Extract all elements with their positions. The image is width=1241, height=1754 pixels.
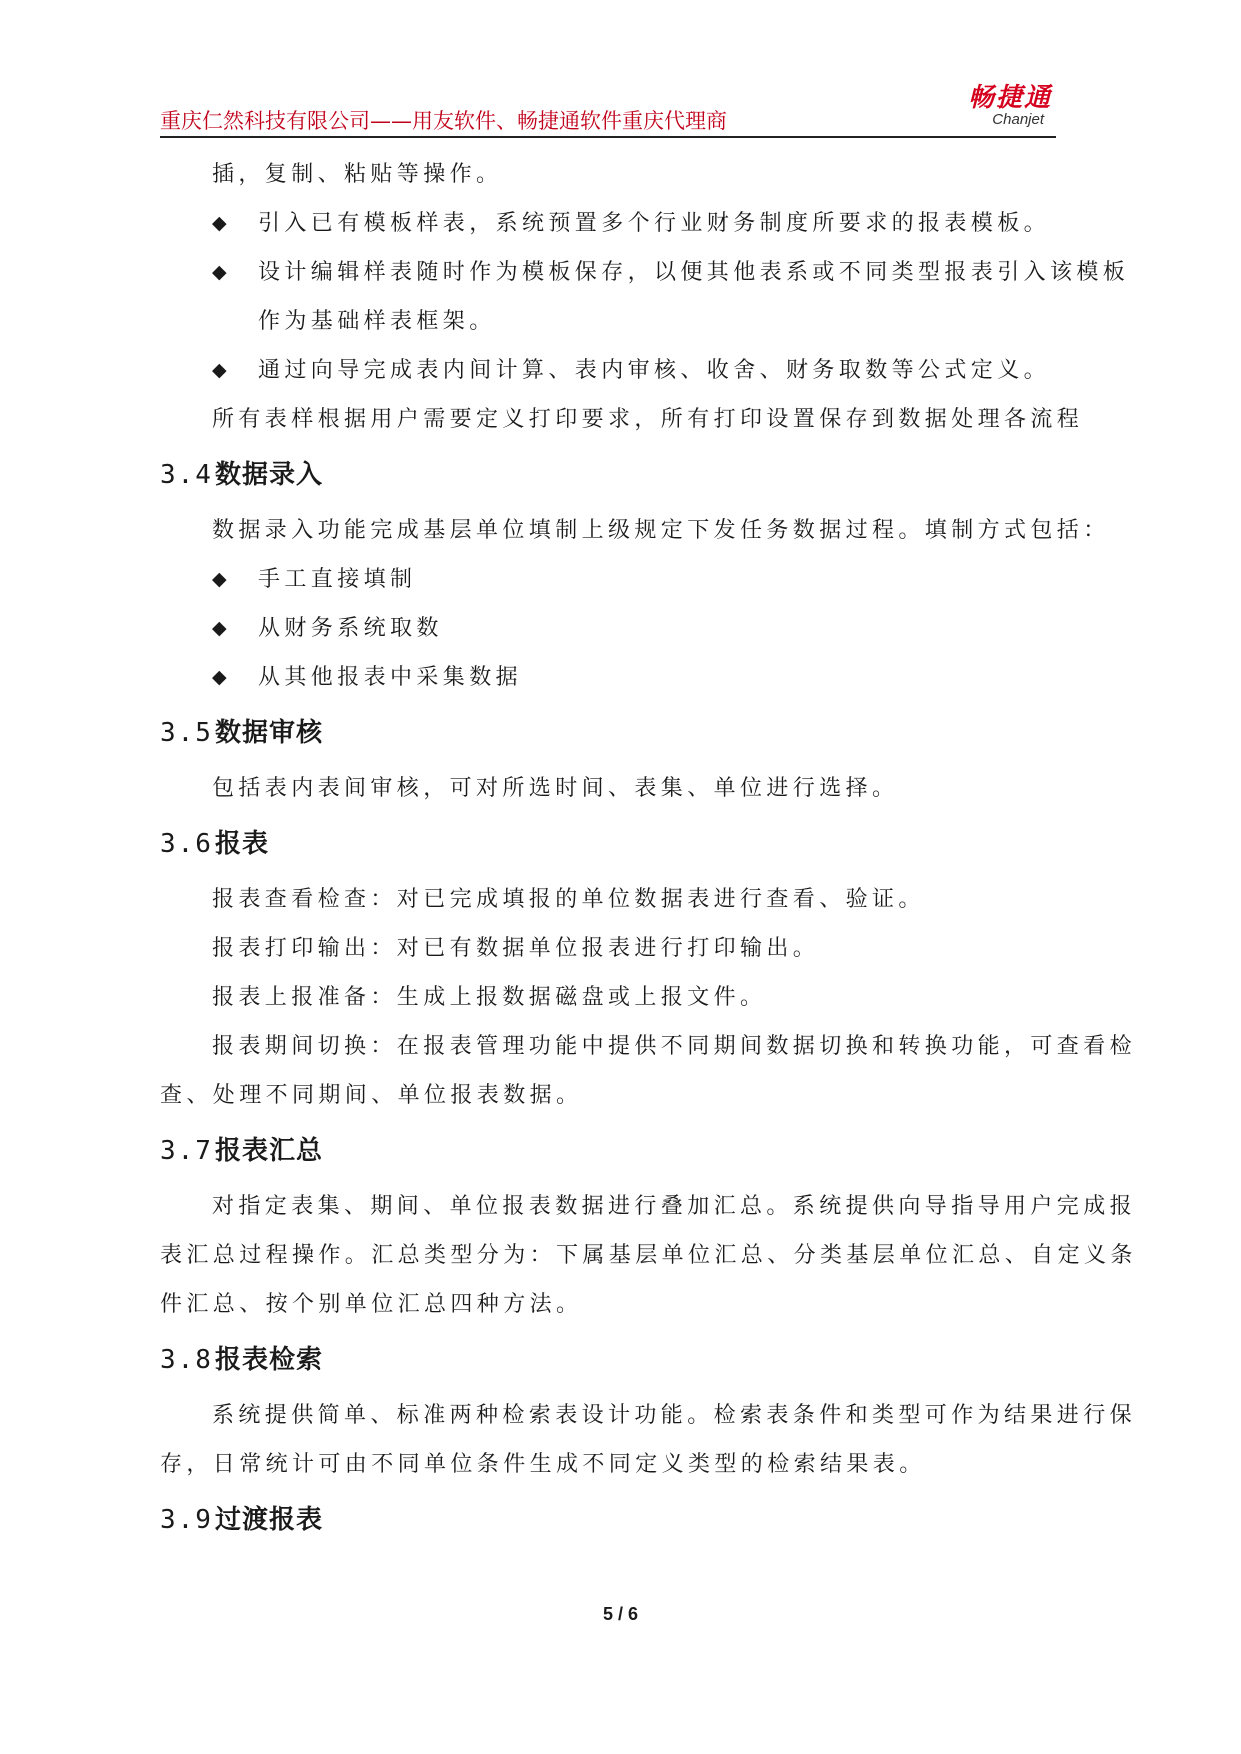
document-body xyxy=(160,150,1137,1551)
page-header xyxy=(160,84,1056,140)
diamond-bullet-icon: ◆ xyxy=(212,568,227,590)
diamond-bullet-icon: ◆ xyxy=(212,666,227,688)
page-number: 5 / 6 xyxy=(602,1604,639,1624)
diamond-bullet-icon: ◆ xyxy=(212,359,227,381)
logo-chinese-text: 畅捷通 xyxy=(967,83,1052,113)
list-item: ◆ 从财务系统取数 xyxy=(160,604,1082,653)
diamond-bullet-icon: ◆ xyxy=(212,617,227,639)
paragraph: 所有表样根据用户需要定义打印要求，所有打印设置保存到数据处理各流程 xyxy=(212,407,1084,432)
paragraph-continuation: 表汇总过程操作。汇总类型分为：下属基层单位汇总、分类基层单位汇总、自定义条 xyxy=(160,1243,1137,1268)
list-item: ◆ 引入已有模板样表，系统预置多个行业财务制度所要求的报表模板。 xyxy=(160,199,1082,248)
paragraph: 报表查看检查：对已完成填报的单位数据表进行查看、验证。 xyxy=(212,887,925,912)
section-heading-3-8: 3.8报表检索 xyxy=(160,1345,323,1375)
paragraph: 报表上报准备：生成上报数据磁盘或上报文件。 xyxy=(212,985,767,1010)
paragraph: 数据录入功能完成基层单位填制上级规定下发任务数据过程。填制方式包括： xyxy=(212,518,1110,543)
header-rule xyxy=(160,136,1056,138)
paragraph-continuation: 存，日常统计可由不同单位条件生成不同定义类型的检索结果表。 xyxy=(160,1452,926,1477)
header-company-name: 重庆仁然科技有限公司——用友软件、畅捷通软件重庆代理商 xyxy=(160,109,727,133)
paragraph: 系统提供简单、标准两种检索表设计功能。检索表条件和类型可作为结果进行保 xyxy=(212,1403,1137,1428)
list-item: ◆ 设计编辑样表随时作为模板保存，以便其他表系或不同类型报表引入该模板 xyxy=(160,248,1082,297)
chanjet-logo xyxy=(932,84,1052,130)
list-item: ◆ 通过向导完成表内间计算、表内审核、收舍、财务取数等公式定义。 xyxy=(160,346,1082,395)
section-heading-3-5: 3.5数据审核 xyxy=(160,718,323,748)
paragraph-continuation: 查、处理不同期间、单位报表数据。 xyxy=(160,1083,583,1108)
continuation-line: 插，复制、粘贴等操作。 xyxy=(212,162,503,187)
paragraph: 包括表内表间审核，可对所选时间、表集、单位进行选择。 xyxy=(212,776,899,801)
diamond-bullet-icon: ◆ xyxy=(212,261,227,283)
list-item: ◆ 手工直接填制 xyxy=(160,555,1082,604)
logo-english-text: Chanjet xyxy=(992,111,1044,128)
section-heading-3-4: 3.4数据录入 xyxy=(160,460,323,490)
paragraph: 报表期间切换：在报表管理功能中提供不同期间数据切换和转换功能，可查看检 xyxy=(212,1034,1137,1059)
diamond-bullet-icon: ◆ xyxy=(212,212,227,234)
section-heading-3-7: 3.7报表汇总 xyxy=(160,1136,323,1166)
section-heading-3-9: 3.9过渡报表 xyxy=(160,1505,323,1535)
paragraph: 对指定表集、期间、单位报表数据进行叠加汇总。系统提供向导指导用户完成报 xyxy=(212,1194,1137,1219)
list-item-continuation: 作为基础样表框架。 xyxy=(258,309,496,334)
paragraph-continuation: 件汇总、按个别单位汇总四种方法。 xyxy=(160,1292,583,1317)
section-heading-3-6: 3.6报表 xyxy=(160,829,269,859)
paragraph: 报表打印输出：对已有数据单位报表进行打印输出。 xyxy=(212,936,820,961)
list-item: ◆ 从其他报表中采集数据 xyxy=(160,653,1082,702)
